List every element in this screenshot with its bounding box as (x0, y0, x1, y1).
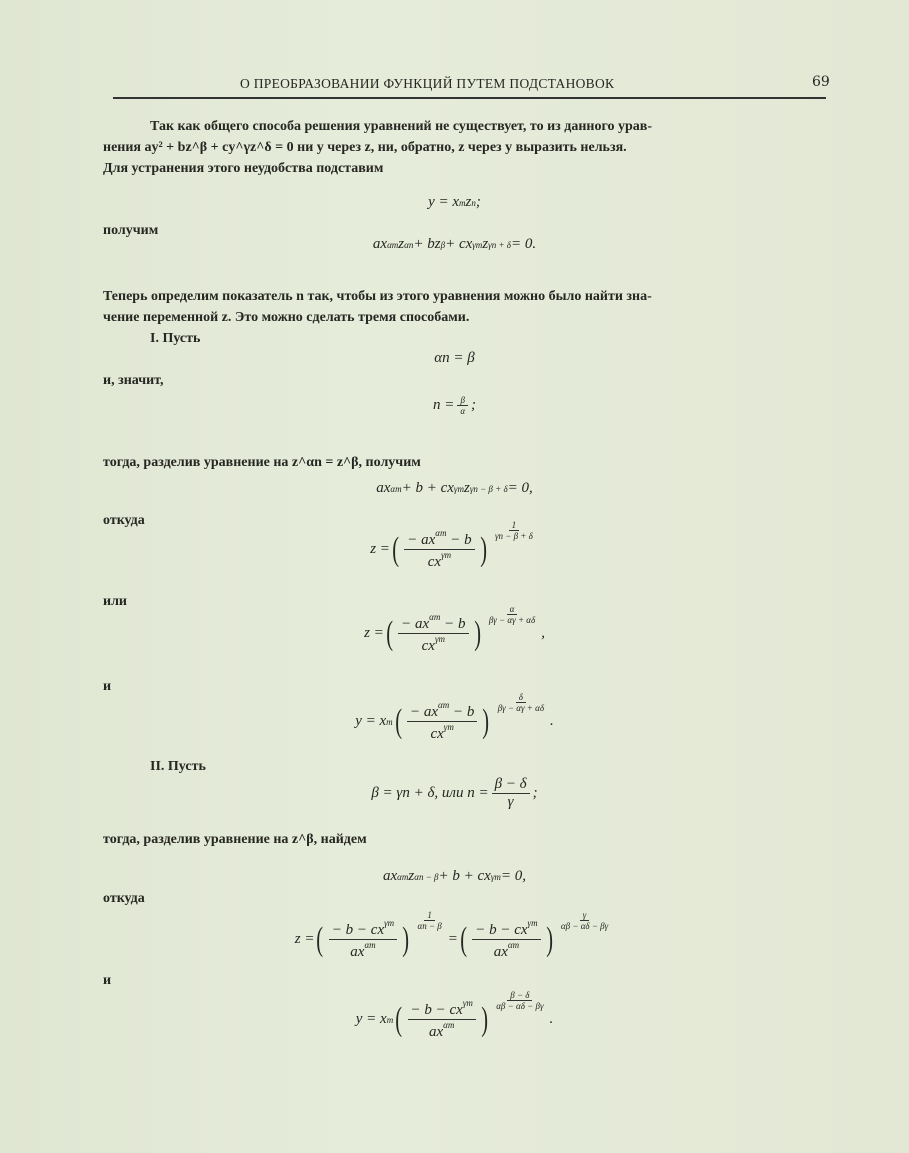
formula-exponent (483, 604, 541, 625)
formula-text: − b (446, 532, 472, 549)
formula-superscript: αm (390, 483, 402, 494)
formula-text: ax (428, 1024, 444, 1041)
formula (0, 194, 909, 211)
formula (0, 692, 909, 743)
formula-body (355, 692, 554, 743)
formula-superscript: γm (453, 483, 464, 494)
formula-text: ax (493, 944, 508, 961)
formula-text: γ (507, 794, 514, 810)
formula-fraction (404, 528, 474, 571)
text-line: откуда (103, 513, 145, 528)
text-line: или (103, 594, 127, 609)
formula (0, 350, 909, 367)
text-line: и, значит, (103, 373, 164, 388)
formula-body (433, 395, 476, 416)
paragraph-line: нения ay² + bz^β + cy^γz^δ = 0 ни y через z, ни, обратно, z через y выразить нельзя. (103, 140, 627, 155)
fraction-denominator (457, 406, 468, 416)
right-paren: ) (481, 1000, 488, 1038)
formula-text: . (549, 1011, 554, 1028)
fraction-numerator (408, 998, 476, 1020)
formula-exponent (412, 910, 448, 931)
fraction-numerator (329, 918, 397, 940)
formula-text: βγ − αγ + αδ (488, 615, 536, 625)
formula-superscript: αm (397, 871, 409, 882)
formula-superscript: αm (507, 940, 520, 951)
formula-text: y = x (355, 1011, 387, 1028)
paragraph-line: чение переменной z. Это можно сделать тремя способами. (103, 310, 470, 325)
formula (0, 868, 909, 885)
fraction-numerator (507, 990, 532, 1001)
formula-text: y = x (428, 194, 460, 210)
formula-text: α (509, 604, 515, 614)
formula-text: , (541, 625, 545, 642)
left-paren: ( (386, 614, 393, 652)
fraction-numerator (492, 776, 530, 794)
fraction-denominator (486, 615, 538, 625)
fraction-denominator (493, 1001, 546, 1011)
formula-text: cx (430, 726, 444, 743)
formula-superscript: γm (472, 239, 483, 250)
formula-fraction (486, 604, 538, 625)
formula-fraction (398, 612, 468, 655)
fraction-denominator (491, 940, 522, 961)
case-heading: II. Пусть (150, 759, 206, 774)
right-paren: ) (402, 920, 410, 958)
formula-text: α (460, 406, 466, 416)
formula-superscript: γm (384, 918, 395, 928)
formula-group (393, 692, 550, 743)
formula-text: ; (475, 194, 481, 210)
formula-text: . (550, 713, 554, 730)
formula-text: δ (518, 692, 523, 702)
formula-body (370, 520, 539, 571)
paragraph-line: Для устранения этого неудобства подставим (103, 161, 384, 176)
fraction-denominator (505, 794, 517, 811)
formula-superscript: αm (364, 940, 376, 951)
formula-superscript: αm (429, 612, 441, 622)
formula-text: − ax (407, 532, 436, 549)
page-number: 69 (812, 74, 830, 90)
formula-text: β − δ (510, 990, 530, 1000)
left-paren: ( (395, 1000, 403, 1038)
formula (0, 910, 909, 961)
formula-text: z (482, 236, 489, 252)
formula-body (294, 910, 614, 961)
left-paren: ( (316, 920, 324, 958)
formula-fraction (407, 700, 477, 743)
formula-body (434, 350, 474, 367)
formula (0, 236, 909, 253)
formula-body (376, 480, 533, 497)
formula-text: ; (532, 785, 538, 801)
formula-text: = 0. (510, 236, 537, 252)
fraction-numerator (457, 395, 467, 406)
left-paren: ( (460, 920, 467, 958)
formula-text: + cx (445, 236, 473, 252)
formula-text: n = (432, 397, 455, 413)
text-line: тогда, разделив уравнение на z^β, найдем (103, 832, 367, 847)
formula-superscript: αn (404, 239, 414, 250)
left-paren: ( (394, 702, 402, 740)
formula-superscript: γm (434, 634, 445, 645)
case-heading: I. Пусть (150, 331, 201, 346)
formula-exponent (489, 520, 539, 541)
right-paren: ) (479, 530, 487, 568)
fraction-numerator (407, 700, 477, 722)
text-line: откуда (103, 891, 145, 906)
formula-superscript: γm (490, 871, 501, 882)
formula-exponent (490, 990, 549, 1011)
formula-text: αn − β (417, 921, 442, 931)
paragraph-line: Так как общего способа решения уравнений не существует, то из данного урав- (150, 119, 652, 134)
formula-text: z (465, 194, 472, 210)
formula (0, 480, 909, 497)
formula-superscript: γm (441, 550, 452, 561)
formula-text: = 0, (507, 480, 533, 496)
formula-superscript: αm (438, 700, 450, 710)
formula-text: z = (294, 931, 315, 948)
formula-body (428, 194, 481, 211)
right-paren: ) (482, 702, 490, 740)
formula-group (384, 604, 541, 655)
formula-text: − b − cx (475, 922, 528, 939)
formula-text: = (447, 931, 458, 948)
formula-text: γn − β + δ (494, 531, 533, 541)
paragraph-line: Теперь определим показатель n так, чтобы из этого уравнения можно было найти зна- (103, 289, 652, 304)
fraction-numerator (507, 604, 518, 615)
formula-text: β (460, 395, 465, 405)
formula-fraction (408, 998, 476, 1041)
formula-body (371, 776, 537, 811)
right-paren: ) (545, 920, 553, 958)
formula-text: ax (376, 480, 391, 496)
formula-text: αn = β (434, 350, 475, 366)
formula-superscript: γm (462, 998, 473, 1008)
formula-body (373, 236, 536, 253)
formula-fraction (415, 910, 445, 931)
formula-text: 1 (427, 910, 432, 920)
fraction-denominator (427, 722, 456, 743)
formula-fraction (329, 918, 397, 961)
formula-exponent (555, 910, 614, 931)
formula-superscript: γm (527, 918, 538, 928)
formula-text: β − δ (494, 776, 527, 792)
formula (0, 604, 909, 655)
formula-text: − ax (409, 704, 438, 721)
formula-text: z (463, 480, 470, 496)
fraction-denominator (415, 921, 445, 931)
fraction-numerator (424, 910, 435, 921)
formula-text: + bz (413, 236, 441, 252)
formula-exponent (492, 692, 550, 713)
fraction-denominator (425, 550, 454, 571)
formula-superscript: γn − β + δ (469, 483, 508, 494)
formula-text: z = (370, 541, 390, 558)
formula-superscript: n (471, 197, 476, 208)
fraction-denominator (495, 703, 547, 713)
formula-superscript: m (386, 1014, 394, 1025)
fraction-denominator (347, 940, 378, 961)
fraction-numerator (398, 612, 468, 634)
formula-superscript: γm (443, 722, 454, 733)
right-paren: ) (473, 614, 481, 652)
formula-group (390, 520, 539, 571)
text-line: получим (103, 223, 159, 238)
fraction-numerator (580, 910, 590, 921)
formula-text: αβ − αδ − βγ (560, 921, 609, 931)
fraction-denominator (419, 634, 448, 655)
formula-text: ax (382, 868, 398, 884)
formula-text: z (398, 236, 405, 252)
fraction-numerator (516, 692, 526, 703)
fraction-numerator (472, 918, 540, 940)
running-header: О ПРЕОБРАЗОВАНИИ ФУНКЦИЙ ПУТЕМ ПОДСТАНОВОК (240, 76, 615, 91)
fraction-numerator (509, 520, 520, 531)
formula-text: − b (440, 616, 466, 633)
formula-superscript: m (386, 716, 393, 727)
formula-fraction (558, 910, 611, 931)
formula-superscript: γn + δ (488, 239, 511, 250)
formula-fraction (492, 776, 530, 811)
formula-fraction (495, 692, 547, 713)
formula-superscript: αm (443, 1020, 455, 1031)
formula-text: z (408, 868, 415, 884)
formula-text: ax (372, 236, 388, 252)
formula-text: ; (471, 397, 477, 413)
formula (0, 395, 909, 416)
formula-text: αβ − αδ − βγ (496, 1001, 544, 1011)
formula-text: 1 (511, 520, 517, 530)
formula-body (383, 868, 526, 885)
formula-group (458, 910, 614, 961)
fraction-denominator (426, 1020, 457, 1041)
formula-fraction (457, 395, 468, 416)
formula-text: + b + cx (438, 868, 491, 884)
formula-fraction (493, 990, 546, 1011)
formula-text: z = (364, 625, 384, 642)
formula-superscript: αn − β (414, 871, 439, 882)
formula-text: βγ − αγ + αδ (497, 703, 545, 713)
fraction-denominator (492, 531, 536, 541)
formula-text: γ (582, 910, 587, 920)
formula-text: cx (421, 638, 435, 655)
formula-superscript: αm (387, 239, 399, 250)
formula-body (364, 604, 545, 655)
formula-text: = 0, (500, 868, 526, 884)
formula-text: ax (350, 944, 365, 961)
formula-text: + b + cx (401, 480, 454, 496)
formula-superscript: αm (435, 528, 447, 538)
formula-superscript: β (440, 239, 446, 250)
text-line: и (103, 973, 112, 988)
formula (0, 776, 909, 811)
header-rule (113, 97, 826, 99)
formula-group (314, 910, 447, 961)
text-line: тогда, разделив уравнение на z^αn = z^β, получим (103, 455, 421, 470)
formula-text: − ax (401, 616, 430, 633)
formula-text: y = x (355, 713, 387, 730)
formula-text: − b (449, 704, 475, 721)
formula-text: − b − cx (410, 1002, 463, 1019)
left-paren: ( (392, 530, 399, 568)
fraction-numerator (404, 528, 474, 550)
formula-text: cx (427, 554, 442, 571)
formula-text: − b − cx (331, 922, 385, 939)
formula-superscript: m (459, 197, 466, 208)
formula-fraction (492, 520, 536, 541)
formula-text: β = γn + δ, или n = (371, 785, 489, 801)
formula-fraction (472, 918, 540, 961)
fraction-denominator (558, 921, 611, 931)
text-line: и (103, 679, 112, 694)
